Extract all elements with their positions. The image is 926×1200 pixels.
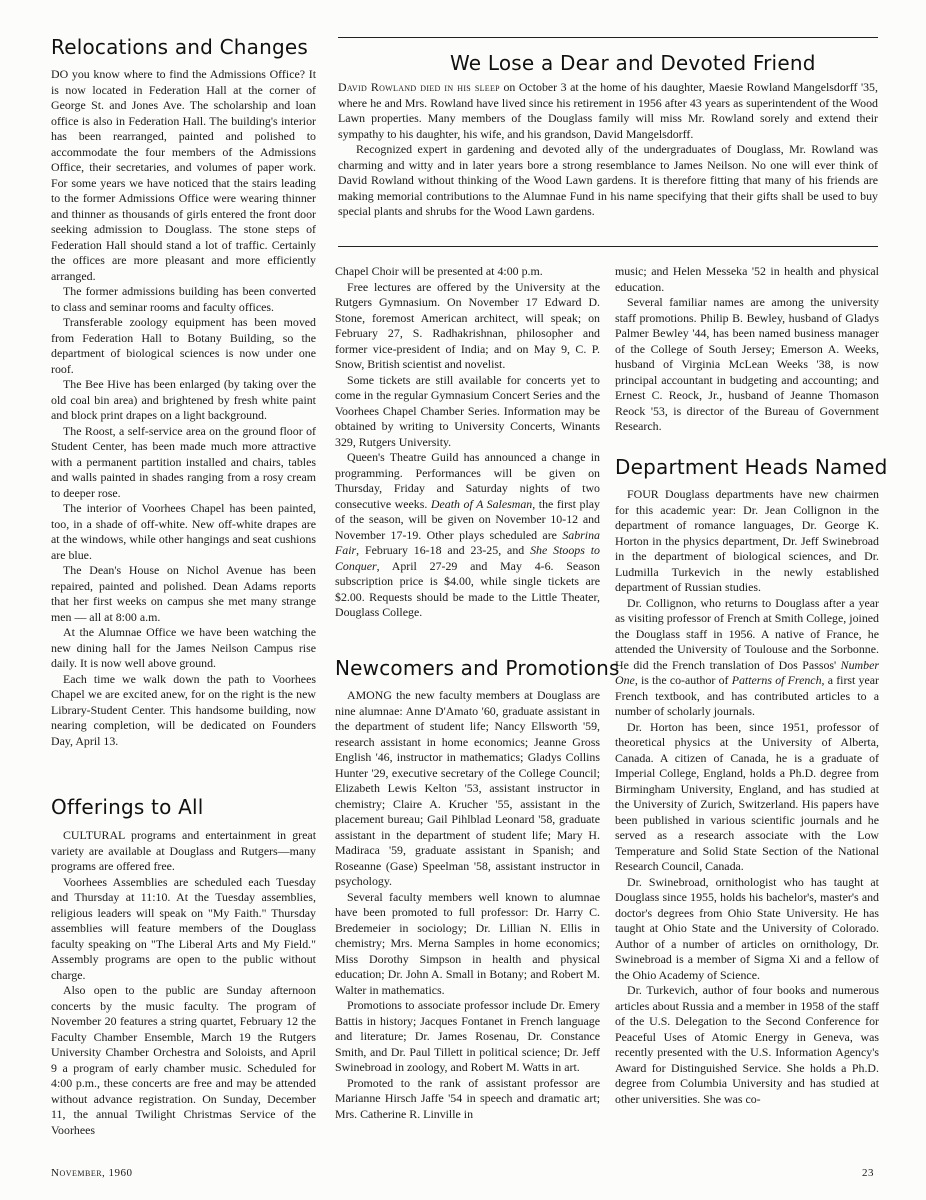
paragraph-text: , is the co-author of	[634, 673, 732, 687]
paragraph: Dr. Horton has been, since 1951, professor of theoretical physics at the University of Alberta, Canada. A citizen of Canada, he is a graduate of Imperial College, England, holds a Ph.D. degree from Birmingham University, England, and has studied at the University of Zurich, Switzerland. His papers have been published in various scientific journals and he served as a research associate with the Low Temperature and Solid State Section of the National Research Council, Canada.	[615, 719, 879, 873]
newcomers-heading: Newcomers and Promotions	[335, 656, 620, 680]
newcomers-body	[335, 688, 600, 1158]
paragraph-text: , a first year French textbook, and has contributed articles to a number of scholarly journals.	[615, 673, 879, 718]
theatre-text: , the first play of the season, will be given on November 10-12 and November 17-19. Other plays scheduled are	[335, 496, 600, 542]
box-bottom-rule	[338, 246, 878, 247]
paragraph: The Roost, a self-service area on the ground floor of Student Center, has been made much more attractive with a permanent partition installed and chairs, tables and walls painted in shades ranging from a rosy cream to deeper rose.	[51, 423, 316, 500]
paragraph: DO you know where to find the Admissions Office? It is now located in Federation Hall at the corner of George St. and Jones Ave. The scholarship and loan office is also in Federation Hall. The building's interior has been rearranged, painted and polished to accommodate the four members of the Admissions Office, their secretaries, and volumes of paper work. For some years we have noticed that the stairs leading to the former Admissions Office were wearing thinner and thinner as thousands of girls entered the front door seeking admission to Douglass. The stone steps of Federation Hall should stand a lot of traffic. Certainly the offices are more pleasant and more efficiently arranged.	[51, 67, 316, 283]
paragraph	[615, 596, 879, 720]
box-top-rule	[338, 37, 878, 38]
paragraph: The former admissions building has been converted to class and seminar rooms and faculty offices.	[51, 284, 316, 314]
paragraph: The Bee Hive has been enlarged (by taking over the old coal bin area) and brightened by fresh white paint and block print drapes on a light background.	[51, 377, 316, 422]
paragraph: CULTURAL programs and entertainment in great variety are available at Douglass and Rutgers—many programs are offered free.	[51, 828, 316, 873]
issue-date: November, 1960	[51, 1167, 133, 1179]
paragraph: The Dean's House on Nichol Avenue has been repaired, painted and polished. Dean Adams reports that her first weeks on campus she met many strange men — all at 8:00 a.m.	[51, 563, 316, 624]
lead-in: David Rowland died in his sleep	[338, 80, 500, 94]
paragraph: At the Alumnae Office we have been watching the new dining hall for the James Neilson Campus rise daily. It is now well above ground.	[51, 625, 316, 670]
paragraph: Some tickets are still available for concerts yet to come in the regular Gymnasium Concert Series and the Voorhees Chapel Chamber Series. Information may be obtained by writing to University Concerts, Winants 329, Rutgers University.	[335, 372, 600, 449]
offerings-body	[51, 828, 316, 1158]
play-title: Death of A Salesman	[430, 496, 533, 511]
paragraph	[335, 450, 600, 621]
friend-heading: We Lose a Dear and Devoted Friend	[450, 51, 816, 75]
paragraph: Promotions to associate professor include Dr. Emery Battis in history; Jacques Fontanet in French language and literature; Dr. James Rosenau, Dr. Constance Smith, and Dr. Paul Tillett in political science; Dr. Jeff Swinebroad in zoology, and Robert M. Watts in art.	[335, 998, 600, 1074]
heads-heading: Department Heads Named	[615, 455, 888, 479]
book-title: Patterns of French	[731, 673, 822, 687]
paragraph: AMONG the new faculty members at Douglass are nine alumnae: Anne D'Amato '60, graduate assistant in the department of student life; Nancy Ellsworth '59, research assistant in home economics; Jeanne Gross English '46, instructor in mathematics; Gladys Collins Hunter '29, executive secretary of the College Council; Elizabeth Lewis Kelton '53, assistant instructor in chemistry; Claire A. Krucher '55, assistant in the placement bureau; Gail Pihlblad Leonard '58, graduate assistant in the department of student life; Mary H. Madiraca '59, graduate assistant in Spanish; and Roseanne (Gase) Speelman '58, assistant instructor in psychology.	[335, 688, 600, 888]
paragraph: Chapel Choir will be presented at 4:00 p.m.	[335, 264, 543, 278]
paragraph: Free lectures are offered by the University at the Rutgers Gymnasium. On November 17 Edward D. Stone, foremost American architect, will speak; on February 27, S. Radhakrishnan, philosopher and former vice-president of India; and on May 9, C. P. Snow, British scientist and novelist.	[335, 279, 600, 371]
theatre-text: Queen's Theatre Guild has announced a change in programming. Performances will be given on Thursday, Friday and Saturday nights of two consecutive weeks.	[335, 450, 600, 511]
paragraph: Several familiar names are among the university staff promotions. Philip B. Bewley, husband of Gladys Palmer Bewley '44, has been named business manager of the College of South Jersey; Emerson A. Weeks, husband of Virginia McLean Weeks '38, is now principal accountant in budgeting and accounting; and Ernest C. Reock, Jr., husband of Jeanne Thomason Reock '53, is director of the Bureau of Government Research.	[615, 295, 879, 433]
paragraph: Voorhees Assemblies are scheduled each Tuesday and Thursday at 11:10. At the Tuesday assemblies, religious leaders will speak on "My Faith." Thursday assemblies will feature members of the Douglass faculty speaking on "The Liberal Arts and My Field." Assembly programs are open to the public without charge.	[51, 874, 316, 982]
friend-body	[338, 80, 878, 240]
paragraph: Dr. Swinebroad, ornithologist who has taught at Douglass since 1955, holds his bachelor's, master's and doctor's degrees from Ohio State University. He has taught at Ohio State and the University of Colorado. Author of a number of articles on ornithology, Dr. Swinebroad is a member of Sigma Xi and a fellow of the Ohio Academy of Science.	[615, 874, 879, 982]
page-number: 23	[862, 1167, 874, 1179]
paragraph-text: on October 3 at the home of his daughter, Maesie Rowland Mangelsdorff '35, where he and Mrs. Rowland have lived since his retirement in 1956 after 43 years as superintendent of the Wood Lawn properties. Many members of the Douglass family will miss Mr. Rowland sorely and extend their sympathy to his daughter, his wife, and his grandson, David Mangelsdorff.	[338, 80, 878, 141]
theatre-text: , April 27-29 and May 4-6. Season subscription price is $4.00, while single tickets are $2.00. Requests should be made to the Little Theater, Douglass College.	[335, 558, 600, 619]
paragraph: music; and Helen Messeka '52 in health and physical education.	[615, 264, 879, 294]
paragraph-text: Dr. Collignon, who returns to Douglass after a year as visiting professor of French at Smith College, joined the Douglass staff in 1956. A native of France, he attended the University of Toulouse and the Sorbonne. He did the French translation of Dos Passos'	[615, 595, 879, 672]
paragraph	[338, 80, 878, 142]
relocations-body	[51, 67, 316, 748]
paragraph: Each time we walk down the path to Voorhees Chapel we are excited anew, for on the right is the new Library-Student Center. This handsome building, now nearing completion, will be dedicated on Founders Day, April 13.	[51, 671, 316, 748]
book-title: Number One	[615, 657, 879, 687]
paragraph: Recognized expert in gardening and devoted ally of the undergraduates of Douglass, Mr. Rowland was charming and witty and in later years bore a strong resemblance to James Neilson. No one will ever think of David Rowland without thinking of the Wood Lawn gardens. It is therefore fitting that many of his friends are making memorial contributions to the Alumnae Fund in his name specifying that their gifts shall be used to buy special plants and shrubs for the Wood Lawn gardens.	[338, 142, 878, 218]
play-title: Sabrina Fair	[335, 527, 600, 557]
offerings-continued	[335, 264, 600, 640]
newcomers-continued	[615, 264, 879, 439]
relocations-heading: Relocations and Changes	[51, 35, 309, 59]
paragraph: Also open to the public are Sunday afternoon concerts by the music faculty. The program of November 20 features a string quartet, February 12 the Faculty Chamber Ensemble, March 19 the Rutgers University Chamber Orchestra and Soloists, and April 9 a program of early chamber music. Scheduled for 4:00 p.m., these concerts are free and may be attended without advance registration. On Sunday, December 11, the annual Twilight Christmas Service of the Voorhees	[51, 983, 316, 1137]
paragraph: The interior of Voorhees Chapel has been painted, too, in a shade of off-white. New off-white drapes are at the windows, while other hangings and seat cushions are blue.	[51, 501, 316, 562]
theatre-text: , February 16-18 and 23-25, and	[356, 543, 531, 557]
paragraph: Transferable zoology equipment has been moved from Federation Hall to Botany Building, so the department of biological sciences is now under one roof.	[51, 315, 316, 376]
play-title: She Stoops to Conquer	[335, 543, 600, 573]
paragraph: Dr. Turkevich, author of four books and numerous articles about Russia and a member in 1958 of the staff of the U.S. Delegation to the Second Conference for Peaceful Uses of Atomic Energy in Geneva, was recently presented with the U.S. Information Agency's Award for Distinguished Service. She holds a Ph.D. degree from Columbia University and has studied at other universities. She was co-	[615, 983, 879, 1106]
paragraph: FOUR Douglass departments have new chairmen for this academic year: Dr. Jean Collignon in the department of romance languages, Dr. George K. Horton in the physics department, Dr. Jeff Swinebroad in the department of biological sciences, and Dr. Ludmilla Turkevich in the newly established department of Russian studies.	[615, 487, 879, 594]
paragraph: Promoted to the rank of assistant professor are Marianne Hirsch Jaffe '54 in speech and dramatic art; Mrs. Catherine R. Linville in	[335, 1075, 600, 1121]
offerings-heading: Offerings to All	[51, 795, 204, 819]
paragraph: Several faculty members well known to alumnae have been promoted to full professor: Dr. Harry C. Bredemeier in sociology; Dr. Lillian N. Ellis in chemistry; Mrs. Merna Samples in home economics; Miss Dorothy Simpson in health and physical education; Dr. John A. Small in Botany; and Robert M. Walter in mathematics.	[335, 889, 600, 997]
heads-body	[615, 487, 879, 1159]
